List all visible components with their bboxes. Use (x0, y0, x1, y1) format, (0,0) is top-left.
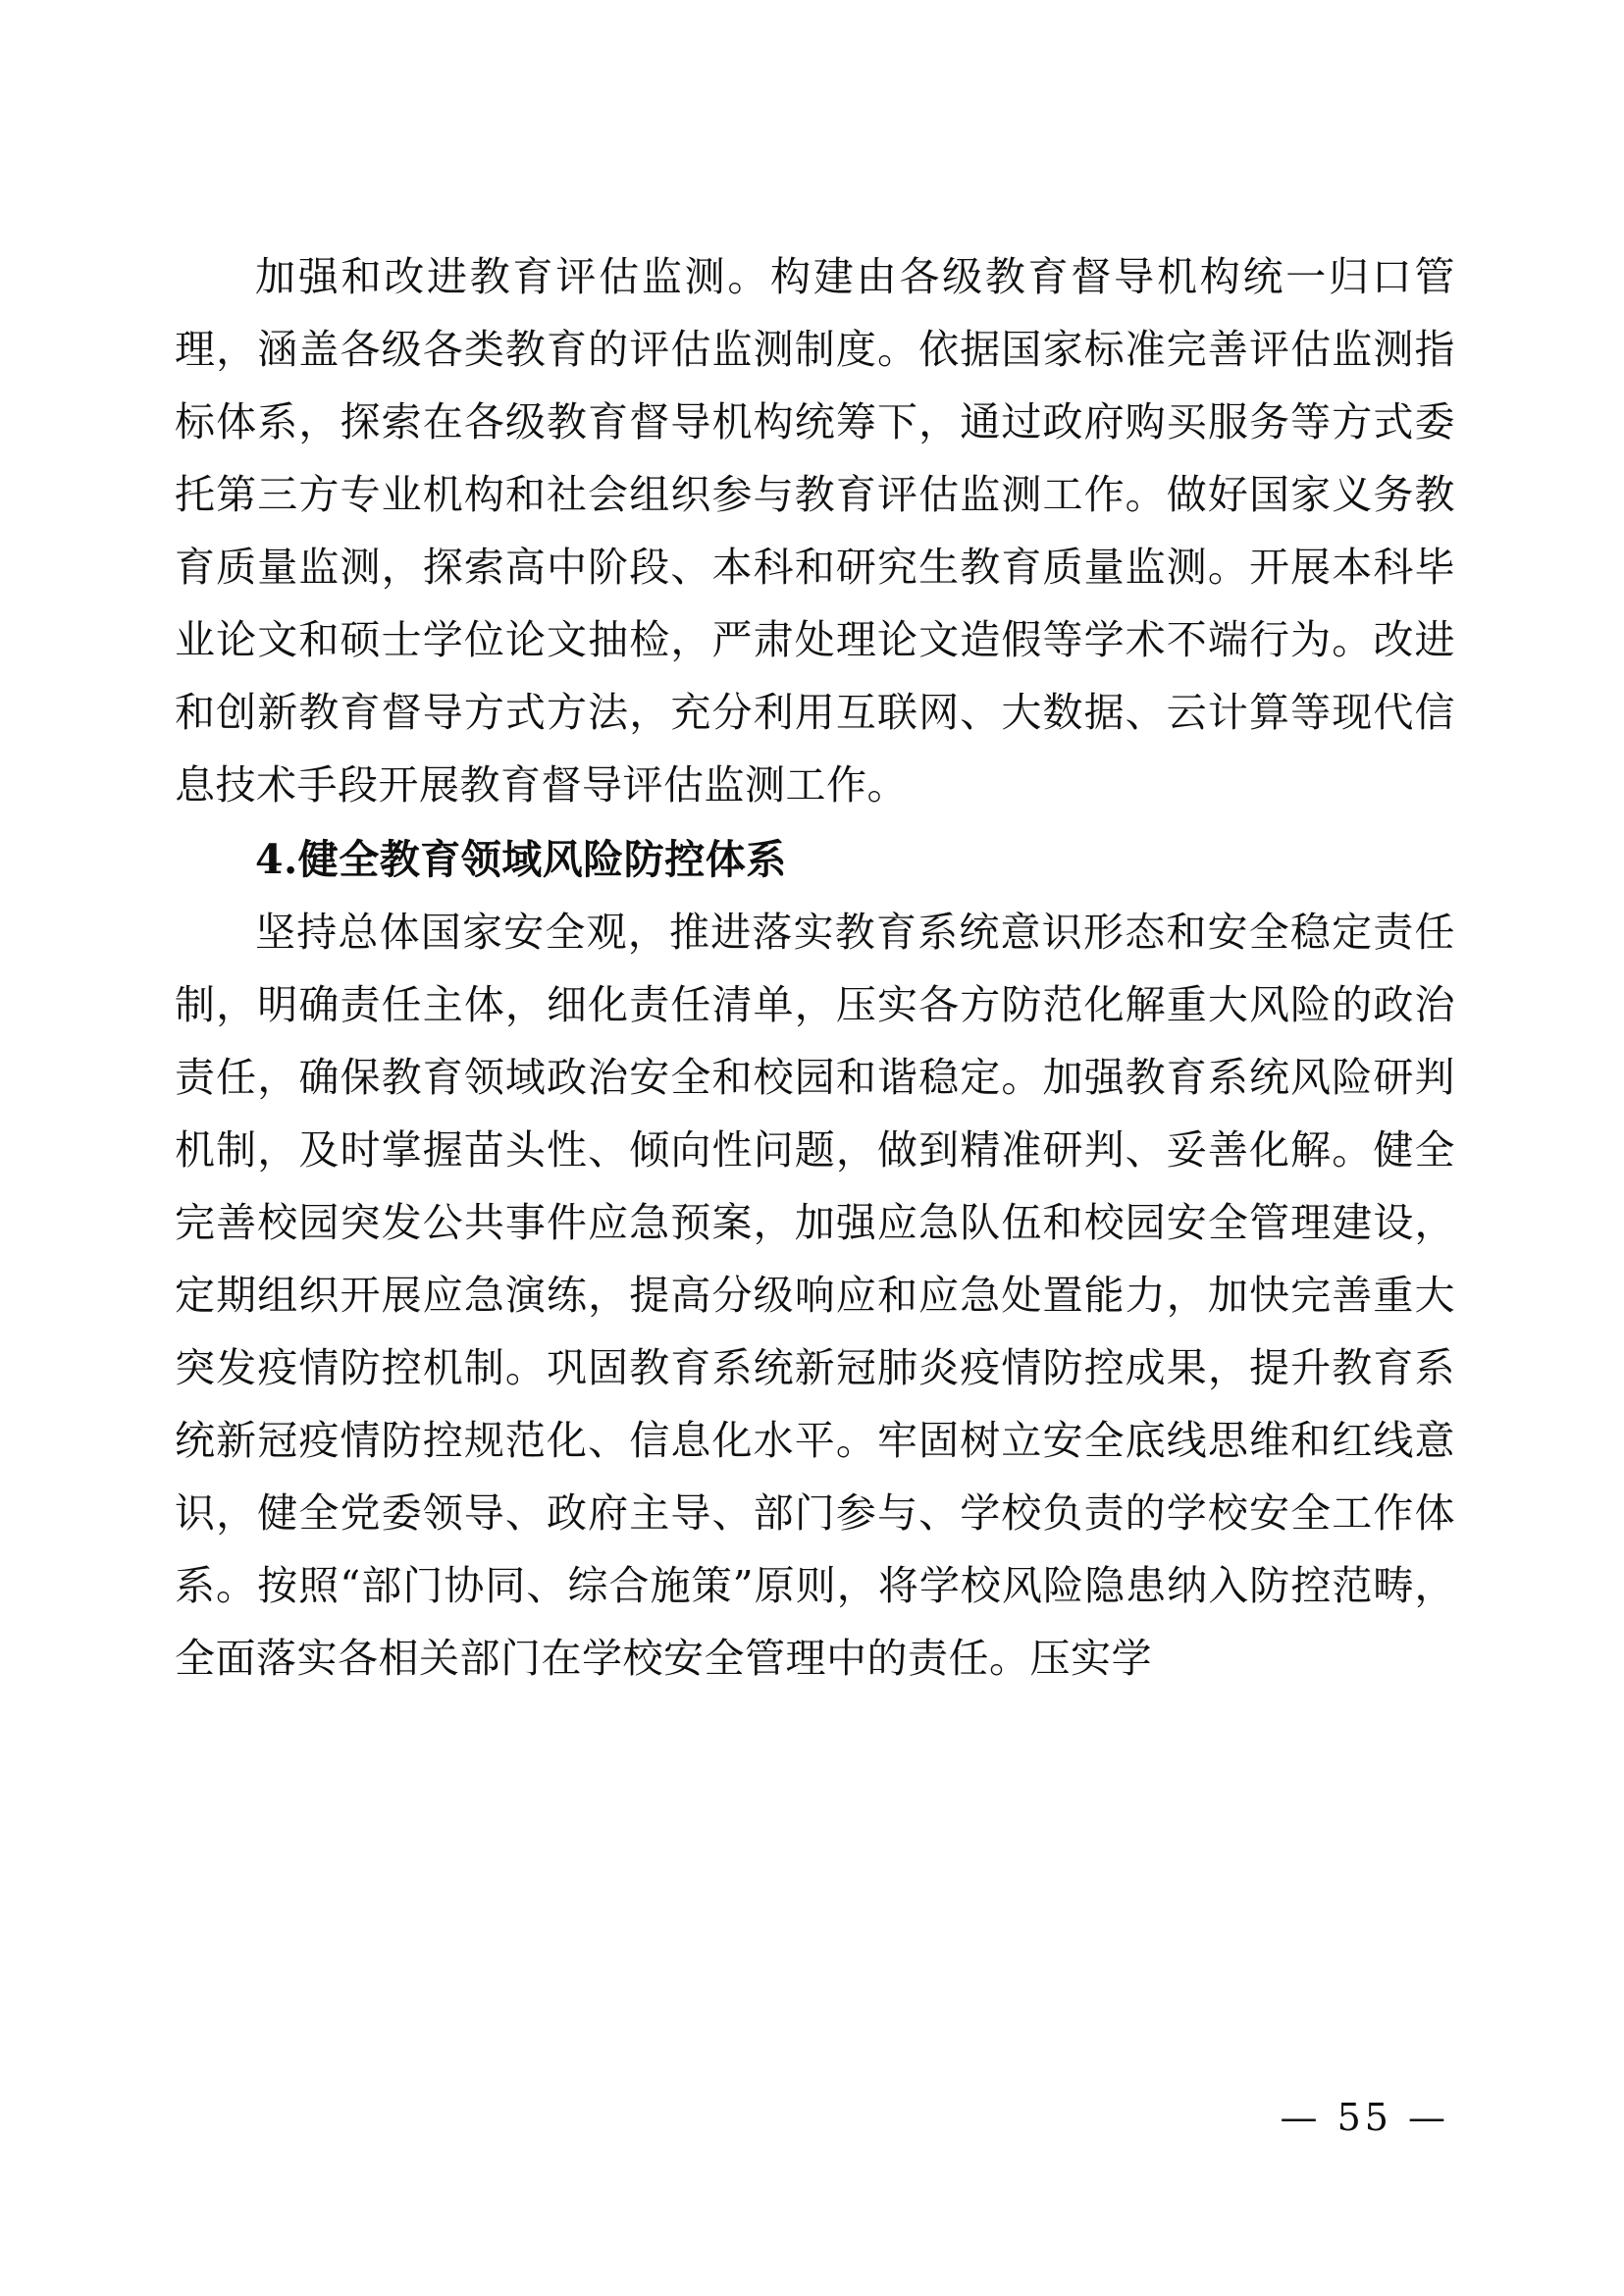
paragraph-risk-control-body: 坚持总体国家安全观，推进落实教育系统意识形态和安全稳定责任制，明确责任主体，细化责任清单，压实各方防范化解重大风险的政治责任，确保教育领域政治安全和校园和谐稳定。加强教育系统风险研判机制，及时掌握苗头性、倾向性问题，做到精准研判、妥善化解。健全完善校园突发公共事件应急预案，加强应急队伍和校园安全管理建设，定期组织开展应急演练，提高分级响应和应急处置能力，加快完善重大突发疫情防控机制。巩固教育系统新冠肺炎疫情防控成果，提升教育系统新冠疫情防控规范化、信息化水平。牢固树立安全底线思维和红线意识，健全党委领导、政府主导、部门参与、学校负责的学校安全工作体系。按照“部门协同、综合施策”原则，将学校风险隐患纳入防控范畴，全面落实各相关部门在学校安全管理中的责任。压实学 (175, 909, 1455, 1682)
paragraph-education-evaluation: 加强和改进教育评估监测。构建由各级教育督导机构统一归口管理，涵盖各级各类教育的评估监测制度。依据国家标准完善评估监测指标体系，探索在各级教育督导机构统筹下，通过政府购买服务等方式委托第三方专业机构和社会组织参与教育评估监测工作。做好国家义务教育质量监测，探索高中阶段、本科和研究生教育质量监测。开展本科毕业论文和硕士学位论文抽检，严肃处理论文造假等学术不端行为。改进和创新教育督导方式方法，充分利用互联网、大数据、云计算等现代信息技术手段开展教育督导评估监测工作。 (175, 253, 1455, 809)
section-heading-risk-control: 4.健全教育领域风险防控体系 (255, 836, 787, 883)
page-content (175, 240, 1455, 1696)
page-number: — 55 — (1280, 2096, 1449, 2139)
